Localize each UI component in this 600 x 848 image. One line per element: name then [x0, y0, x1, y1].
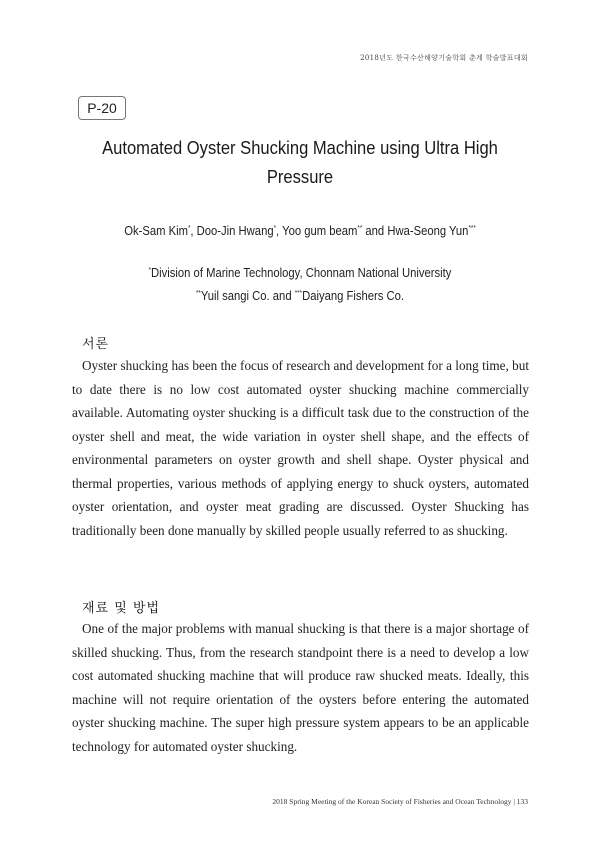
author-mark: ***	[468, 225, 476, 232]
page-footer: 2018 Spring Meeting of the Korean Society of Fisheries and Ocean Technology | 133	[272, 797, 528, 806]
author-mark: *	[187, 225, 191, 232]
affiliation-mark: **	[195, 290, 201, 297]
title-line-2: Pressure	[266, 167, 334, 187]
affiliation-mark: *	[148, 267, 152, 274]
paper-title	[79, 134, 521, 192]
running-head: 2018년도 한국수산해양기술학회 춘계 학술발표대회	[360, 54, 528, 62]
affiliation-text: Daiyang Fishers Co.	[302, 289, 405, 303]
author-name: Hwa-Seong Yun	[387, 224, 469, 238]
author-conjunction: and	[365, 224, 385, 238]
affiliation-1	[84, 266, 516, 280]
methods-paragraph: One of the major problems with manual shucking is that there is a major shortage of skilled shucking. Thus, from the research standpoint there is a need to develop a low cost automated shucking machine that will produce raw shucked meats. Ideally, this machine will not require orientation of the oysters before entering the automated oyster shucking machine. The super high pressure system appears to be an applicable technology for automated oyster shucking.	[72, 621, 529, 754]
affiliation-text: Division of Marine Technology, Chonnam National University	[151, 266, 452, 280]
poster-id-box: P-20	[78, 96, 126, 120]
author-mark: **	[357, 225, 363, 232]
author-name: Ok-Sam Kim	[124, 224, 188, 238]
author-name: Yoo gum beam	[282, 224, 358, 238]
affiliation-2	[84, 289, 516, 303]
intro-paragraph: Oyster shucking has been the focus of research and development for a long time, but to date there is no low cost automated oyster shucking machine commercially available. Automating oyster shucking is a difficult task due to the construction of the oyster shell and meat, the wide variation in oyster shell shape, and the effects of environmental parameters on oyster growth and shell shape. Oyster physical and thermal properties, various methods of applying energy to shuck oysters, automated oyster orientation, and oyster meat grading are discussed. Oyster Shucking has traditionally been done manually by skilled people usually referred to as shucking.	[72, 358, 529, 538]
author-list: Ok-Sam Kim*, Doo-Jin Hwang*, Yoo gum beam** and Hwa-Seong Yun***	[124, 224, 476, 238]
section-heading-intro: 서론	[82, 337, 110, 352]
author-mark: *	[273, 225, 277, 232]
affiliation-text: Yuil sangi Co. and	[200, 289, 292, 303]
section-heading-methods: 재료 및 방법	[82, 601, 161, 616]
affiliation-mark: ***	[294, 290, 303, 297]
author-name: Doo-Jin Hwang	[196, 224, 274, 238]
title-line-1: Automated Oyster Shucking Machine using Ultra High	[102, 138, 498, 158]
